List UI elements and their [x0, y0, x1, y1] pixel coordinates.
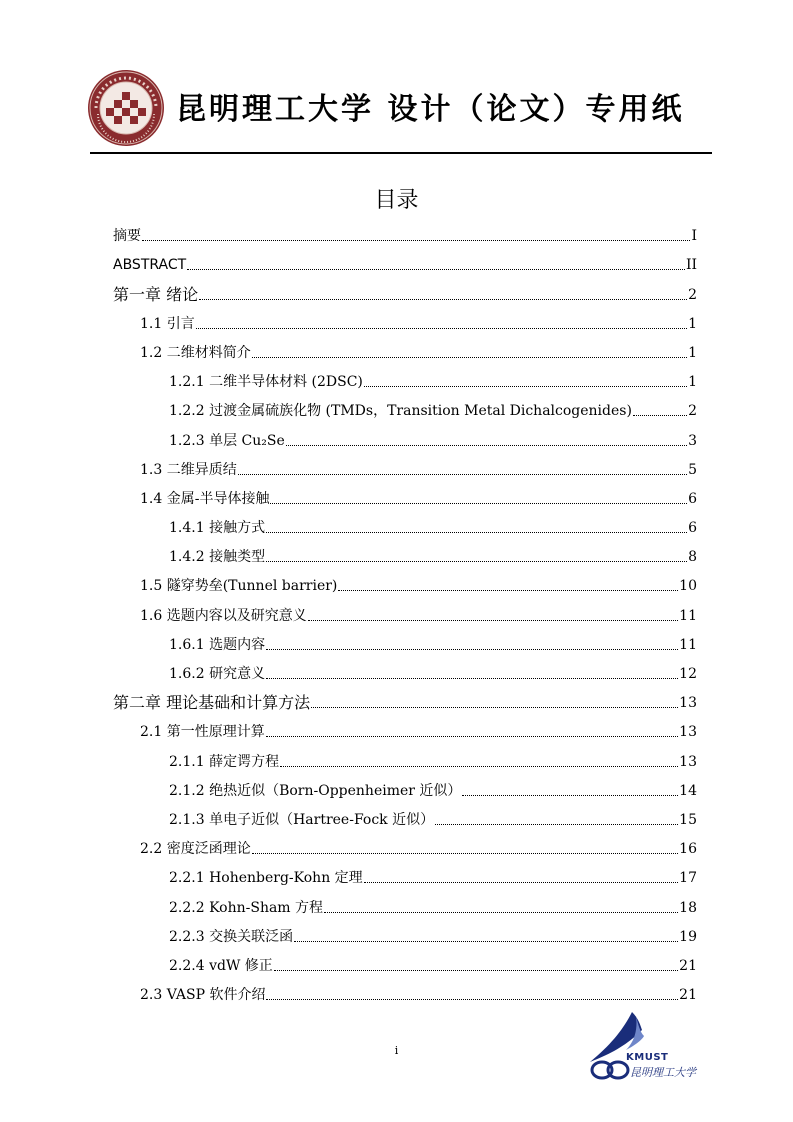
toc-entry — [113, 452, 697, 481]
toc-entry — [113, 364, 697, 393]
toc-entry-title: 1.5 隧穿势垒(Tunnel barrier) — [140, 578, 338, 595]
toc-entry-page: 21 — [679, 957, 697, 974]
toc-entry — [113, 568, 697, 597]
toc-dot-leader — [364, 386, 687, 387]
toc-entry — [113, 335, 697, 364]
page-number: i — [394, 1044, 399, 1057]
toc-entry-title: 1.3 二维异质结 — [140, 461, 237, 478]
toc-entry-page: 1 — [688, 374, 697, 391]
toc-entry-page: 16 — [679, 841, 697, 858]
toc-entry — [113, 627, 697, 656]
toc-entry-page: 12 — [679, 666, 697, 682]
toc-dot-leader — [324, 912, 678, 913]
toc-entry-title: 2.2 密度泛函理论 — [140, 841, 251, 858]
toc-entry — [113, 773, 697, 802]
toc-entry — [113, 276, 697, 305]
toc-dot-leader — [270, 503, 687, 504]
toc-entry — [113, 685, 697, 714]
toc-dot-leader — [199, 299, 687, 300]
toc-dot-leader — [252, 357, 687, 358]
university-seal-logo — [86, 68, 166, 148]
toc-entry — [113, 306, 697, 335]
toc-dot-leader — [252, 853, 678, 854]
toc-entry — [113, 510, 697, 539]
toc-entry — [113, 656, 697, 685]
toc-entry-page: 14 — [679, 782, 697, 799]
toc-dot-leader — [633, 415, 687, 416]
toc-entry-title: 1.2 二维材料简介 — [140, 344, 251, 361]
toc-entry-title: 1.4.1 接触方式 — [169, 520, 266, 537]
toc-entry-page: 1 — [688, 344, 697, 361]
toc-entry-page: 2 — [688, 403, 697, 420]
toc-entry-title: 2.2.3 交换关联泛函 — [169, 928, 294, 945]
toc-entry — [113, 247, 697, 276]
toc-entry-title: 1.2.3 单层 Cu₂Se — [169, 432, 285, 449]
toc-entry-title: 1.1 引言 — [140, 315, 195, 332]
toc-dot-leader — [266, 649, 678, 650]
toc-title: 目录 — [374, 188, 419, 213]
toc-entry-title: 2.3 VASP 软件介绍 — [140, 987, 266, 1004]
kmust-logo-text: KMUST — [626, 1052, 669, 1063]
toc-entry — [113, 743, 697, 772]
toc-entry-title: 2.2.4 vdW 修正 — [169, 957, 273, 974]
toc-entry-title: 1.4 金属-半导体接触 — [140, 490, 270, 507]
toc-dot-leader — [187, 269, 685, 270]
toc-entry-page: 13 — [679, 724, 697, 741]
toc-entry-title: 1.6 选题内容以及研究意义 — [140, 607, 307, 624]
toc-entry-page: 6 — [688, 490, 697, 507]
toc-entry-title: 2.2.1 Hohenberg-Kohn 定理 — [169, 870, 363, 887]
toc-dot-leader — [266, 999, 678, 1000]
toc-dot-leader — [280, 766, 678, 767]
toc-entry-title: 1.2.1 二维半导体材料 (2DSC) — [169, 374, 363, 391]
toc-entry — [113, 539, 697, 568]
toc-entry-title: 2.1.2 绝热近似（Born-Oppenheimer 近似） — [169, 782, 462, 799]
toc-entry-page: 15 — [679, 811, 697, 828]
toc-entry-title: 1.6.2 研究意义 — [169, 666, 266, 682]
toc-entry-page: 17 — [679, 870, 697, 887]
toc-entry — [113, 802, 697, 831]
toc-entry-page: 3 — [688, 432, 697, 449]
toc-entry-title: 第二章 理论基础和计算方法 — [113, 693, 311, 713]
toc-entry-title: 2.1.1 薛定谔方程 — [169, 753, 280, 770]
toc-entry — [113, 393, 697, 422]
toc-entry-page: 8 — [688, 549, 697, 566]
toc-entry-page: 11 — [679, 607, 697, 624]
toc-entry-page: 6 — [688, 520, 697, 537]
table-of-contents — [113, 218, 697, 1006]
toc-dot-leader — [266, 532, 687, 533]
toc-dot-leader — [311, 707, 678, 708]
toc-entry-page: 11 — [679, 636, 697, 653]
toc-dot-leader — [364, 882, 679, 883]
toc-dot-leader — [462, 795, 678, 796]
toc-dot-leader — [266, 736, 678, 737]
toc-dot-leader — [274, 970, 678, 971]
toc-dot-leader — [142, 240, 690, 241]
toc-entry — [113, 597, 697, 626]
toc-dot-leader — [308, 620, 678, 621]
toc-dot-leader — [286, 445, 687, 446]
kmust-logo-chinese: 昆明理工大学 — [630, 1066, 696, 1079]
toc-entry — [113, 831, 697, 860]
toc-entry-title: 1.4.2 接触类型 — [169, 549, 266, 566]
toc-entry-page: 10 — [679, 578, 697, 595]
toc-entry-page: 18 — [679, 899, 697, 916]
toc-entry-title: 摘要 — [113, 228, 141, 245]
toc-dot-leader — [266, 561, 687, 562]
toc-dot-leader — [338, 590, 678, 591]
toc-entry — [113, 919, 697, 948]
toc-entry — [113, 948, 697, 977]
toc-entry — [113, 714, 697, 743]
toc-entry-page: 5 — [688, 461, 697, 478]
toc-entry-title: 2.2.2 Kohn-Sham 方程 — [169, 899, 324, 916]
toc-entry-title: 1.2.2 过渡金属硫族化物 (TMDs，Transition Metal Dichalcogenides) — [169, 403, 632, 420]
toc-entry-page: 13 — [679, 695, 697, 712]
header-title: 昆明理工大学 设计（论文）专用纸 — [176, 92, 685, 127]
toc-entry-title: 第一章 绪论 — [113, 284, 199, 304]
toc-entry-title: 2.1 第一性原理计算 — [140, 724, 265, 741]
toc-dot-leader — [435, 824, 678, 825]
toc-dot-leader — [266, 678, 678, 679]
toc-entry-page: 19 — [679, 928, 697, 945]
toc-entry-page: I — [691, 228, 697, 245]
toc-entry-page: II — [685, 257, 697, 274]
toc-entry-title: ABSTRACT — [113, 257, 187, 274]
toc-entry — [113, 860, 697, 889]
toc-entry-title: 1.6.1 选题内容 — [169, 636, 266, 653]
toc-entry-page: 13 — [679, 753, 697, 770]
toc-dot-leader — [294, 941, 678, 942]
toc-entry-page: 1 — [688, 315, 697, 332]
header-divider — [90, 152, 712, 154]
toc-entry — [113, 422, 697, 451]
toc-dot-leader — [238, 474, 687, 475]
toc-dot-leader — [196, 328, 687, 329]
toc-entry-title: 2.1.3 单电子近似（Hartree-Fock 近似） — [169, 811, 435, 828]
toc-entry-page: 21 — [679, 987, 697, 1004]
toc-entry — [113, 889, 697, 918]
toc-entry — [113, 481, 697, 510]
toc-entry-page: 2 — [688, 286, 697, 303]
toc-entry — [113, 977, 697, 1006]
toc-entry — [113, 218, 697, 247]
